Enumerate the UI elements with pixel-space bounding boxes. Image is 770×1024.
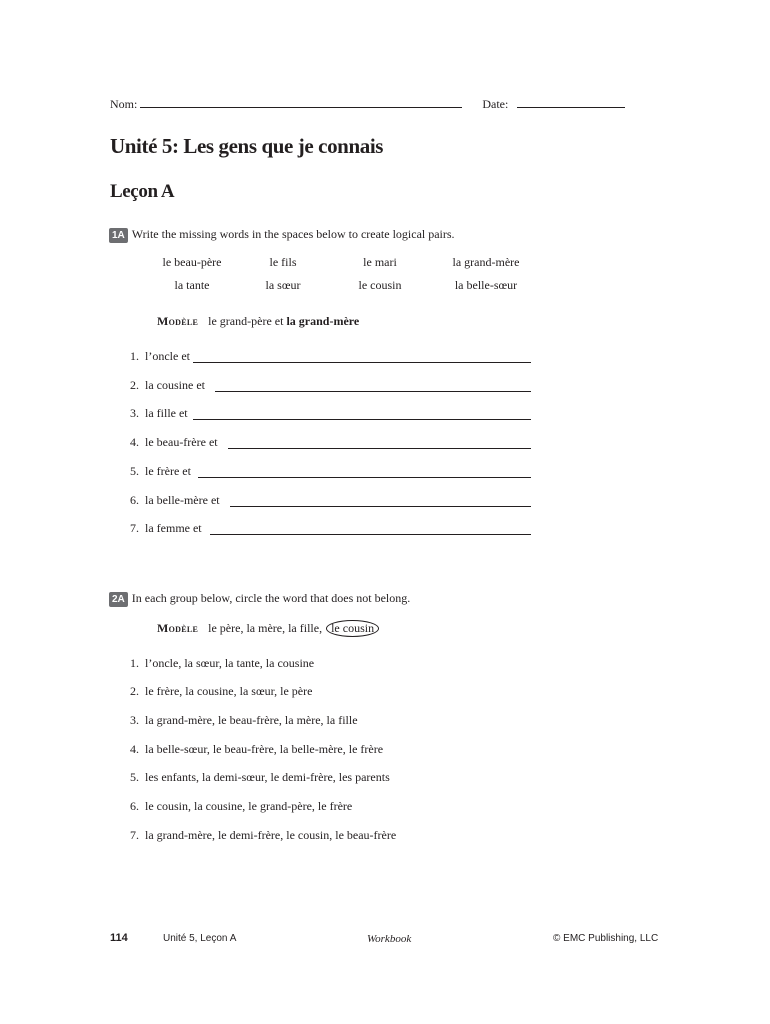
exercise-2a-item[interactable]: 2. le frère, la cousine, la sœur, le père [130,684,313,698]
exercise-1a-item: 3. la fille et [130,406,188,420]
exercise-1a-item: 4. le beau-frère et [130,435,218,449]
page-number: 114 [110,932,128,944]
answer-line[interactable] [193,419,531,420]
model-label: Modèle [157,314,199,328]
circled-answer: le cousin [326,620,379,637]
date-label: Date: [482,97,509,111]
answer-line[interactable] [210,534,531,535]
exercise-1a-badge: 1A [109,228,128,243]
exercise-1a-item: 7. la femme et [130,521,202,535]
answer-line[interactable] [230,506,531,507]
exercise-1a-item: 5. le frère et [130,464,191,478]
model-answer: la grand-mère [286,314,360,328]
model-label: Modèle [157,621,199,635]
footer-copyright: © EMC Publishing, LLC [553,933,659,944]
answer-line[interactable] [228,448,531,449]
footer-section: Unité 5, Leçon A [163,933,237,944]
exercise-1a-instruction: 1A Write the missing words in the spaces below to create logical pairs. [109,227,455,243]
answer-line[interactable] [215,391,531,392]
lesson-title: Leçon A [110,181,175,202]
word-bank-item: la grand-mère [452,255,520,269]
exercise-2a-item[interactable]: 1. l’oncle, la sœur, la tante, la cousine [130,656,315,670]
unit-title: Unité 5: Les gens que je connais [110,134,384,158]
word-bank-item: la tante [174,278,210,292]
exercise-1a-item: 6. la belle-mère et [130,493,220,507]
exercise-2a-item[interactable]: 6. le cousin, la cousine, le grand-père, le frère [130,799,353,813]
footer-book: Workbook [367,933,412,945]
answer-line[interactable] [193,362,531,363]
exercise-2a-instruction: 2A In each group below, circle the word that does not belong. [109,591,410,607]
exercise-2a-badge: 2A [109,592,128,607]
word-bank-item: le fils [269,255,297,269]
answer-line[interactable] [198,477,531,478]
nom-label: Nom: [110,97,138,111]
word-bank-item: la sœur [265,278,301,292]
exercise-1a-item: 2. la cousine et [130,378,205,392]
exercise-2a-item[interactable]: 4. la belle-sœur, le beau-frère, la belle-mère, le frère [130,742,384,756]
exercise-2a-item[interactable]: 3. la grand-mère, le beau-frère, la mère, la fille [130,713,358,727]
word-bank-item: le cousin [358,278,402,292]
exercise-2a-model: Modèle le père, la mère, la fille, le cousin [157,620,379,637]
word-bank-item: le mari [363,255,397,269]
word-bank-item: la belle-sœur [454,278,518,292]
word-bank-item: le beau-père [162,255,222,269]
name-date-line [110,96,625,112]
date-blank[interactable] [517,96,625,108]
exercise-1a-model: Modèle le grand-père et la grand-mère [157,314,360,328]
exercise-2a-item[interactable]: 7. la grand-mère, le demi-frère, le cousin, le beau-frère [130,828,397,842]
exercise-2a-item[interactable]: 5. les enfants, la demi-sœur, le demi-frère, les parents [130,770,390,784]
exercise-1a-item: 1. l’oncle et [130,349,190,363]
nom-blank[interactable] [140,96,462,108]
